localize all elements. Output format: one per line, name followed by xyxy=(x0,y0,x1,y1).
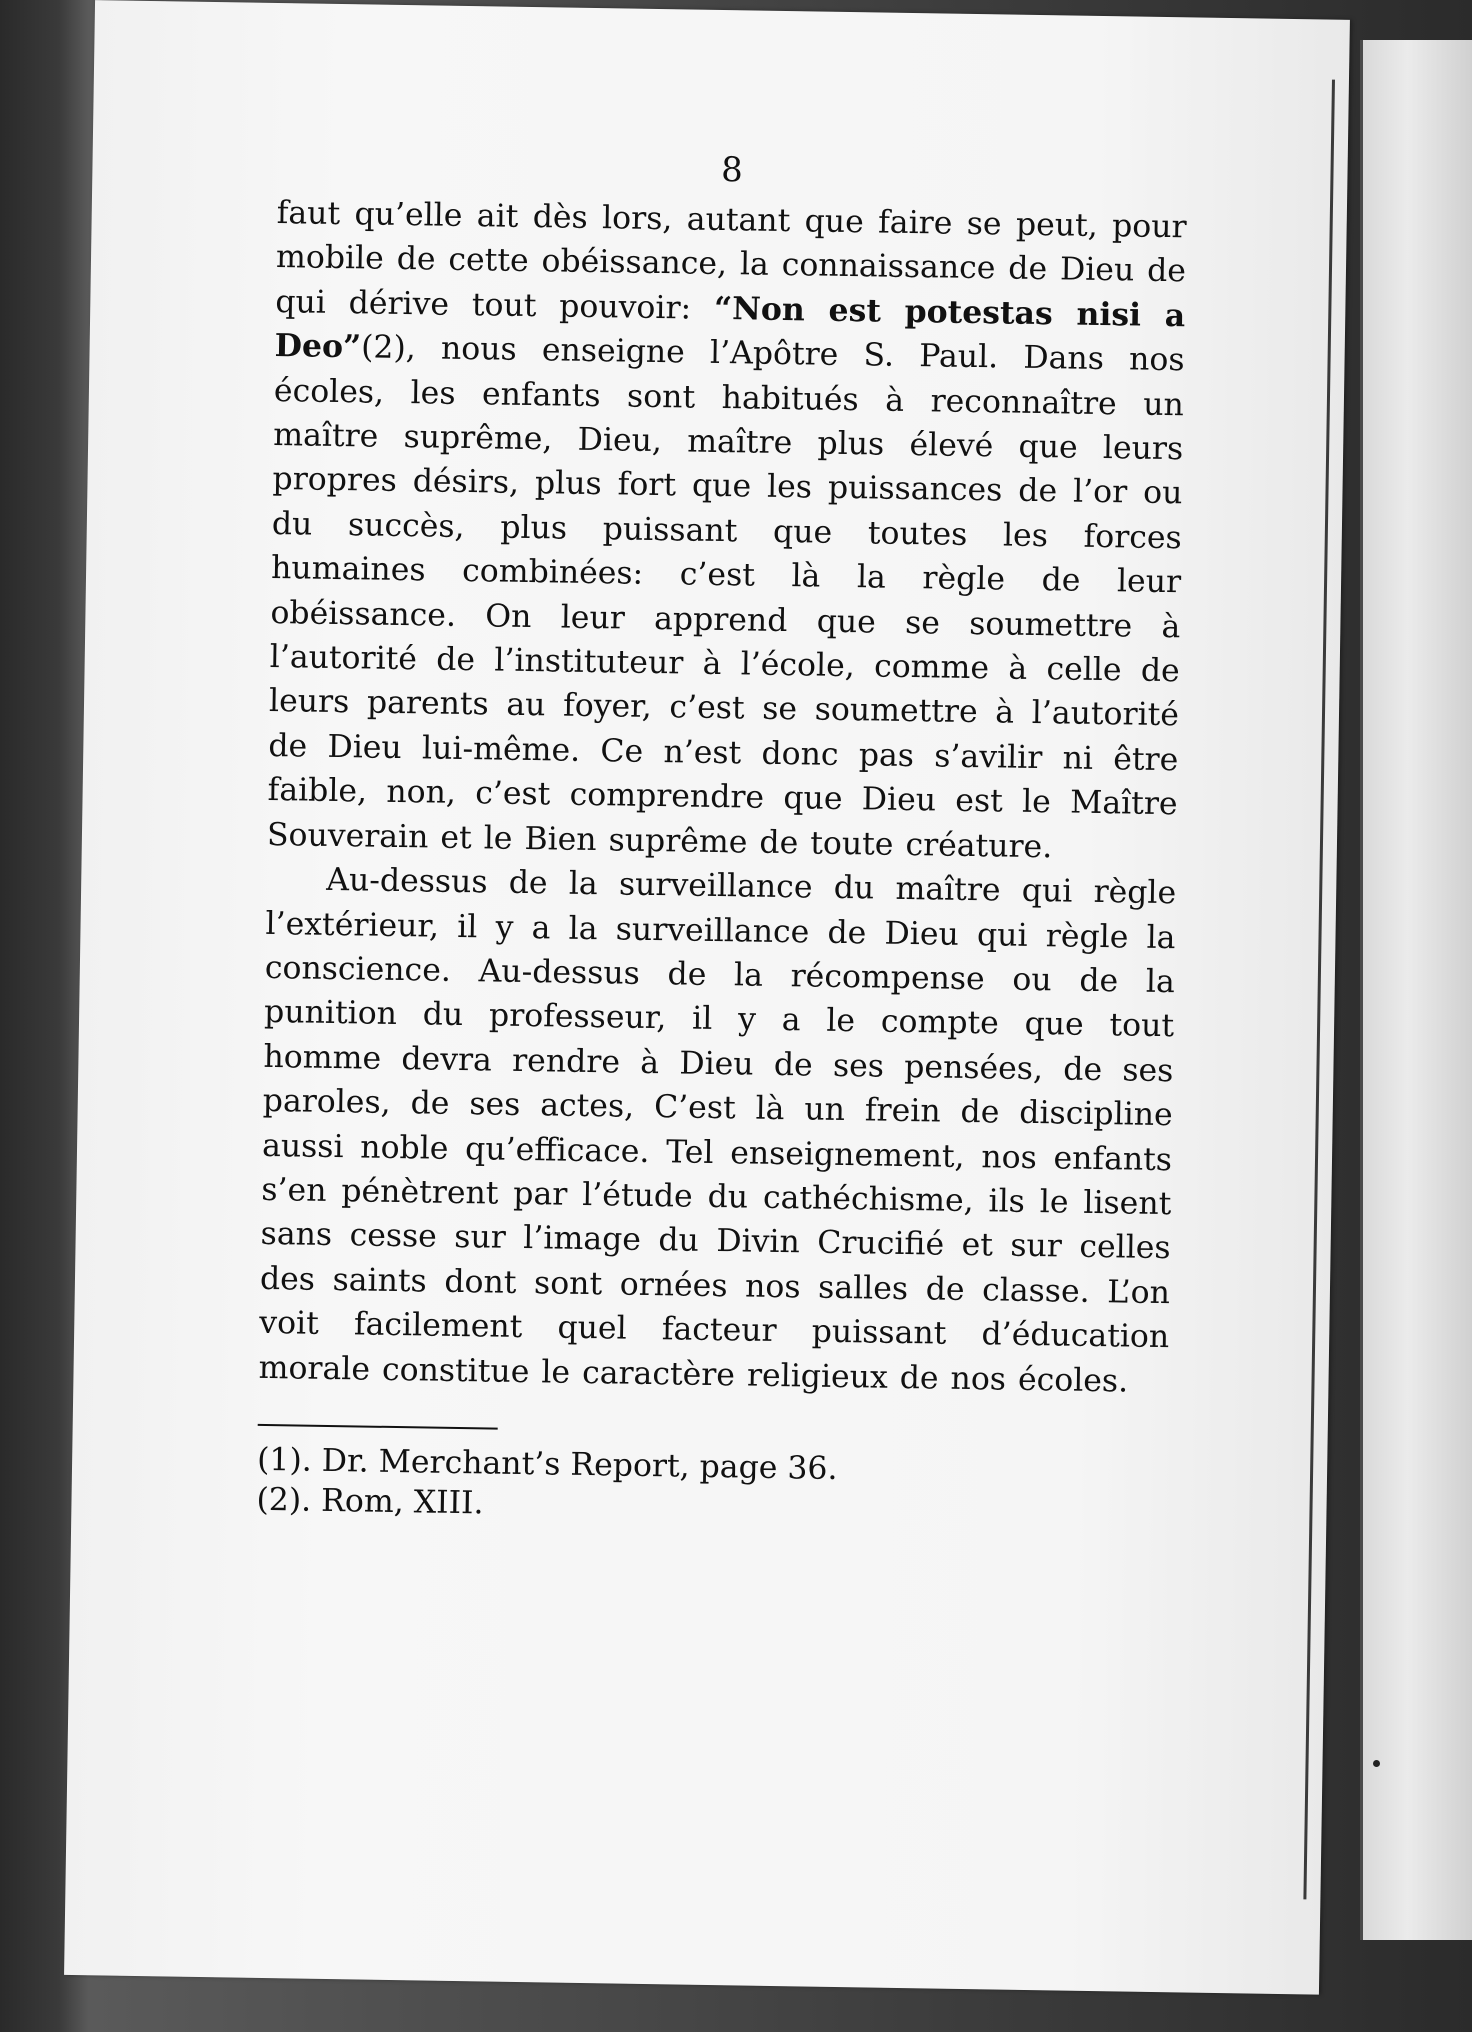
footnote-2-marker: (2). xyxy=(256,1481,312,1519)
footnote-1-text: Dr. Merchant’s Report, page 36. xyxy=(321,1442,838,1487)
footnote-1-marker: (1). xyxy=(256,1441,313,1479)
paragraph-2 xyxy=(258,857,1176,1404)
document-page xyxy=(64,0,1350,1994)
latin-quote: “Non est potestas nisi a Deo” xyxy=(274,289,1186,366)
paragraph-2-text: Au-dessus de la surveillance du maître qui règle l’extérieur, il y a la surveillance de Dieu qui règle la conscience. Au-dessus de la récompense ou de la punition du professeur, il y a le compte que tout homme devra rendre à Dieu de ses pensées, de ses paroles, de ses actes, C’est là un frein de discipline aussi noble qu’efficace. Tel enseignement, nos enfants s’en pénètrent par l’étude du cathéchisme, ils le lisent sans cesse sur l’image du Divin Crucifié et sur celles des saints dont sont ornées nos salles de classe. L’on voit facilement quel facteur puissant d’éducation morale constitue le caractère religieux de nos écoles. xyxy=(258,861,1177,1400)
adjacent-page xyxy=(1360,40,1472,1940)
page-speck xyxy=(1373,1760,1380,1767)
paragraph-1-part-1: faut qu’elle ait dès lors, autant que faire se peut, pour mobile de cette obéissance, la connaissance de Dieu de qui dérive tout pouvoir: xyxy=(275,195,1187,327)
footnote-2-text: Rom, XIII. xyxy=(320,1482,484,1522)
page-content xyxy=(256,143,1188,1534)
page-number: 8 xyxy=(720,150,745,191)
paragraph-1-part-2: (2), nous enseigne l’Apôtre S. Paul. Dans nos écoles, les enfants sont habitués à reconnaître un maître suprême, Dieu, maître plus élevé que leurs propres désirs, plus fort que les puissances de l’or ou du succès, plus puissant que toutes les forces humaines combinées: c’est là la règle de leur obéissance. On leur apprend que se soumettre à l’autorité de l’instituteur à l’école, comme à celle de leurs parents au foyer, c’est se soumettre à l’autorité de Dieu lui-même. Ce n’est donc pas s’avilir ni être faible, non, c’est comprendre que Dieu est le Maître Souverain et le Bien suprême de toute créature. xyxy=(266,329,1185,865)
paragraph-1 xyxy=(267,191,1187,871)
footnote-rule xyxy=(258,1424,498,1430)
